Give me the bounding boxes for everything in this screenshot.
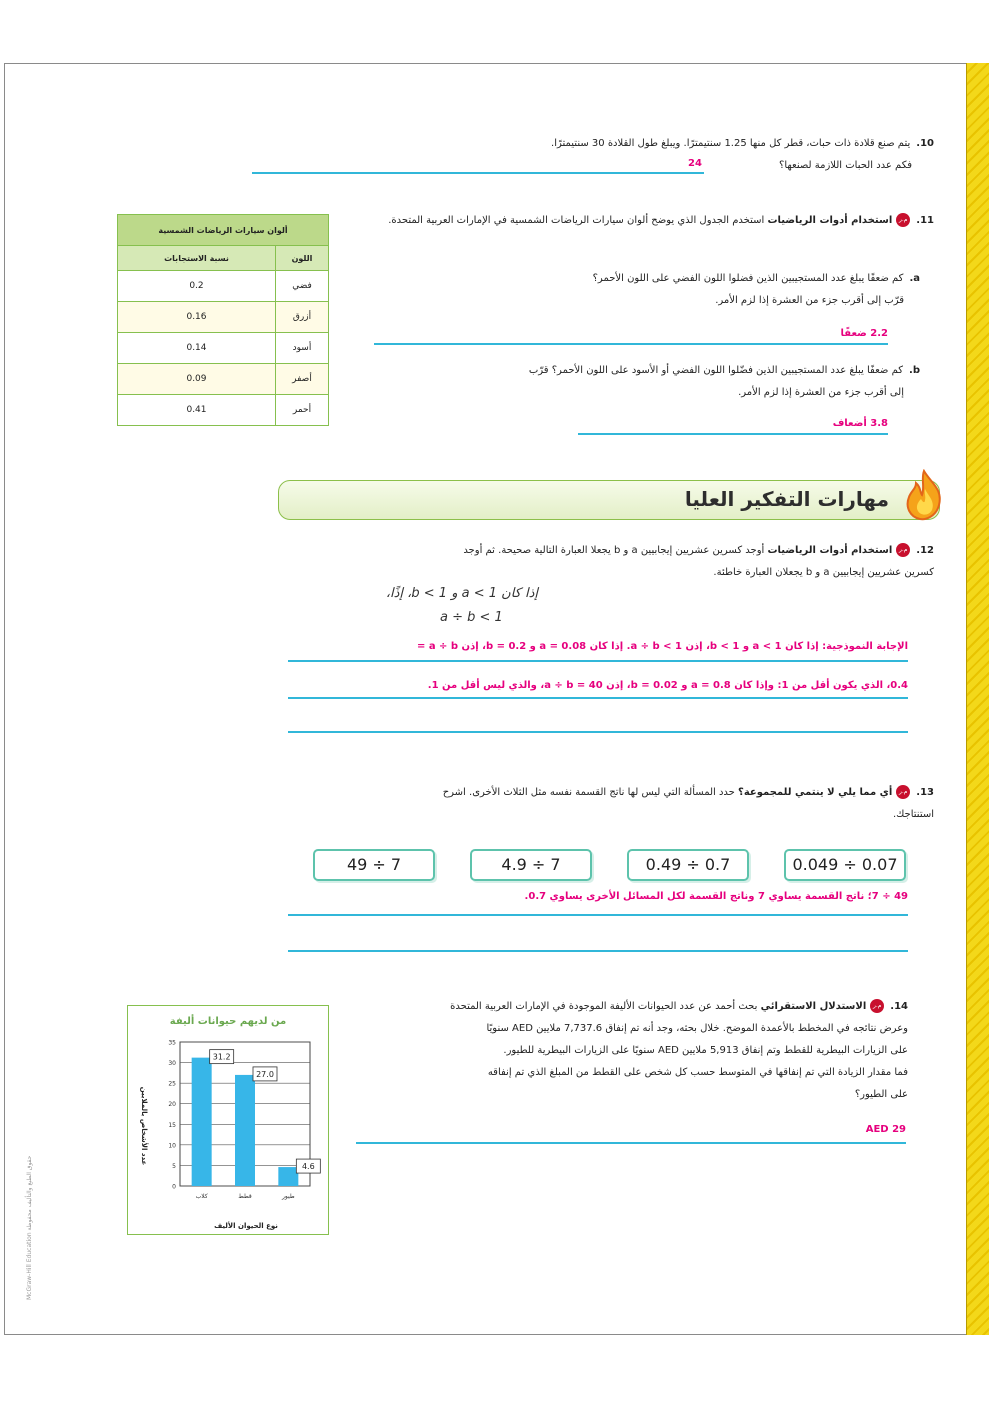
section-header [278,480,940,520]
division-box: 0.49 ÷ 0.7 [627,849,749,881]
division-box: 4.9 ÷ 7 [470,849,592,881]
bar [192,1058,212,1186]
question-number: 13. [916,787,934,798]
answer-line [374,343,888,345]
answer-line [288,731,908,733]
answer-q14: AED 29 [865,1124,906,1135]
answer-q12-line2: 0.4، الذي يكون أقل من 1: وإذا كان a = 0.8 و b = 0.02، إذن a ÷ b = 40، والذي ليس أقل من 1. [427,680,908,691]
table-cell: 0.14 [118,333,276,364]
math-practice-icon: م.ر [896,213,910,227]
question-text: وعرض نتائجه في المخطط بالأعمدة الموضح. خلال بحثه، وجد أنه تم إنفاق 7,737.6 ملايين AED سنويًا [486,1023,908,1034]
question-number: 11. [916,215,934,226]
question-text: يتم صنع قلادة ذات حبات، قطر كل منها 1.25 سنتيمترًا. ويبلغ طول القلادة 30 سنتيمترًا. [551,138,911,149]
question-text: على الزيارات البيطرية للقطط وتم إنفاق 5,913 ملايين AED سنويًا على الزيارات البيطرية للطيور. [503,1045,908,1056]
x-tick-label: قطط [238,1193,252,1200]
answer-q10: 24 [688,158,702,169]
question-text: قرّب إلى أقرب جزء من العشرة إذا لزم الأمر. [715,295,904,306]
division-box: 0.049 ÷ 0.07 [784,849,906,881]
table-row [118,271,329,302]
answer-line [252,172,704,174]
question-14 [348,996,908,1106]
chart-svg [128,1006,328,1234]
flame-icon [903,469,945,521]
y-tick-label: 0 [172,1183,176,1191]
copyright-margin-note: McGraw-Hill Education حقوق الطبع والتأليف محفوظة [26,1155,33,1300]
question-text: إلى أقرب جزء من العشرة إذا لزم الأمر. [738,387,904,398]
data-label: 27.0 [256,1069,274,1079]
question-11 [364,210,934,232]
y-tick-label: 10 [168,1142,176,1150]
table-header-color: اللون [276,246,329,271]
bar [235,1075,255,1186]
table-row [118,364,329,395]
answer-q11a: 2.2 ضعفًا [840,328,888,339]
y-tick-label: 25 [168,1080,176,1088]
table-cell: أزرق [276,302,329,333]
question-13 [294,782,934,826]
question-text: كم ضعفًا يبلغ عدد المستجيبين الذين فضّلوا اللون الفضي أو الأسود على اللون الأحمر؟ قرّب [528,365,904,376]
skill-label: استخدام أدوات الرياضيات [767,545,893,556]
math-practice-icon: م.ر [870,999,884,1013]
table-cell: 0.16 [118,302,276,333]
question-11b [380,360,920,404]
section-title: مهارات التفكير العليا [684,487,889,511]
answer-line [356,1142,906,1144]
y-tick-label: 20 [168,1101,176,1109]
table-cell: أسود [276,333,329,364]
y-tick-label: 35 [168,1039,176,1047]
question-text: فكم عدد الحبات اللازمة لصنعها؟ [779,160,912,171]
skill-label: استخدام أدوات الرياضيات [767,215,893,226]
answer-line [288,697,908,699]
answer-q13: 49 ÷ 7؛ ناتج القسمة يساوي 7 وناتج القسمة لكل المسائل الأخرى يساوي 0.7. [524,891,908,902]
chart-ylabel: عدد الأشخاص بالملايين [140,1086,148,1166]
answer-q11b: 3.8 أضعاف [832,418,888,429]
table-header-ratio: نسبة الاستجابات [118,246,276,271]
page-edge-stripe [966,63,989,1335]
answer-line [288,914,908,916]
inequality-conclusion: a ÷ b < 1 [440,610,503,625]
y-tick-label: 15 [168,1121,176,1129]
table-cell: أصفر [276,364,329,395]
question-12 [294,540,934,584]
question-text: أوجد كسرين عشريين إيجابيين a و b يجعلا العبارة التالية صحيحة. ثم أوجد [463,545,765,556]
y-tick-label: 5 [172,1162,176,1170]
table-cell: أحمر [276,395,329,426]
table-row [118,302,329,333]
question-text: بحث أحمد عن عدد الحيوانات الأليفة الموجودة في الإمارات العربية المتحدة [450,1001,758,1012]
x-tick-label: طيور [282,1193,295,1200]
chart-title: من لديهم حيوانات أليفة [169,1016,287,1027]
table-cell: 0.2 [118,271,276,302]
bar [278,1167,298,1186]
data-label: 31.2 [212,1052,231,1062]
question-number: 10. [916,138,934,149]
table-cell: 0.41 [118,395,276,426]
x-tick-label: كلاب [195,1193,208,1200]
question-text: فما مقدار الزيادة التي تم إنفاقها في المتوسط حسب كل شخص على القطط من المبلغ الذي تم إنفاقه [487,1067,908,1078]
answer-line [288,660,908,662]
skill-label: الاستدلال الاستقرائي [760,1001,867,1012]
table-row [118,333,329,364]
question-text: على الطيور؟ [854,1089,908,1100]
answer-line [578,433,888,435]
answer-q12-line1: الإجابة النموذجية: إذا كان a < 1 و b < 1، إذن a ÷ b < 1. إذا كان a = 0.08 و b = 0.2، إذن a ÷ b = [416,641,908,652]
division-box: 49 ÷ 7 [313,849,435,881]
inequality-premise: إذا كان a < 1 و b < 1، إذًا، [385,586,538,601]
question-text: استخدم الجدول الذي يوضح ألوان سيارات الرياضات الشمسية في الإمارات العربية المتحدة. [388,215,765,226]
math-practice-icon: م.ر [896,543,910,557]
table-row [118,395,329,426]
question-number: 12. [916,545,934,556]
y-tick-label: 30 [168,1060,176,1068]
chart-xlabel: نوع الحيوان الأليف [214,1222,278,1230]
question-number: 14. [890,1001,908,1012]
question-text: استنتاجك. [892,809,934,820]
table-cell: 0.09 [118,364,276,395]
question-10 [294,133,934,177]
answer-line [288,950,908,952]
table-title: ألوان سيارات الرياضات الشمسية [118,215,329,246]
part-label: a. [909,273,920,284]
question-text: حدد المسألة التي ليس لها ناتج القسمة نفسه مثل الثلاث الأخرى. اشرح [442,787,735,798]
pets-bar-chart [127,1005,329,1235]
question-text: كسرين عشريين إيجابيين a و b يجعلان العبارة خاطئة. [713,567,934,578]
car-colors-table [117,214,329,426]
table-cell: فضي [276,271,329,302]
part-label: b. [909,365,920,376]
data-label: 4.6 [301,1162,315,1172]
math-practice-icon: م.ر [896,785,910,799]
question-text: كم ضعفًا يبلغ عدد المستجيبين الذين فضلوا اللون الفضي على اللون الأحمر؟ [592,273,904,284]
skill-label: أي مما يلي لا ينتمي للمجموعة؟ [738,787,893,798]
question-11a [380,268,920,312]
